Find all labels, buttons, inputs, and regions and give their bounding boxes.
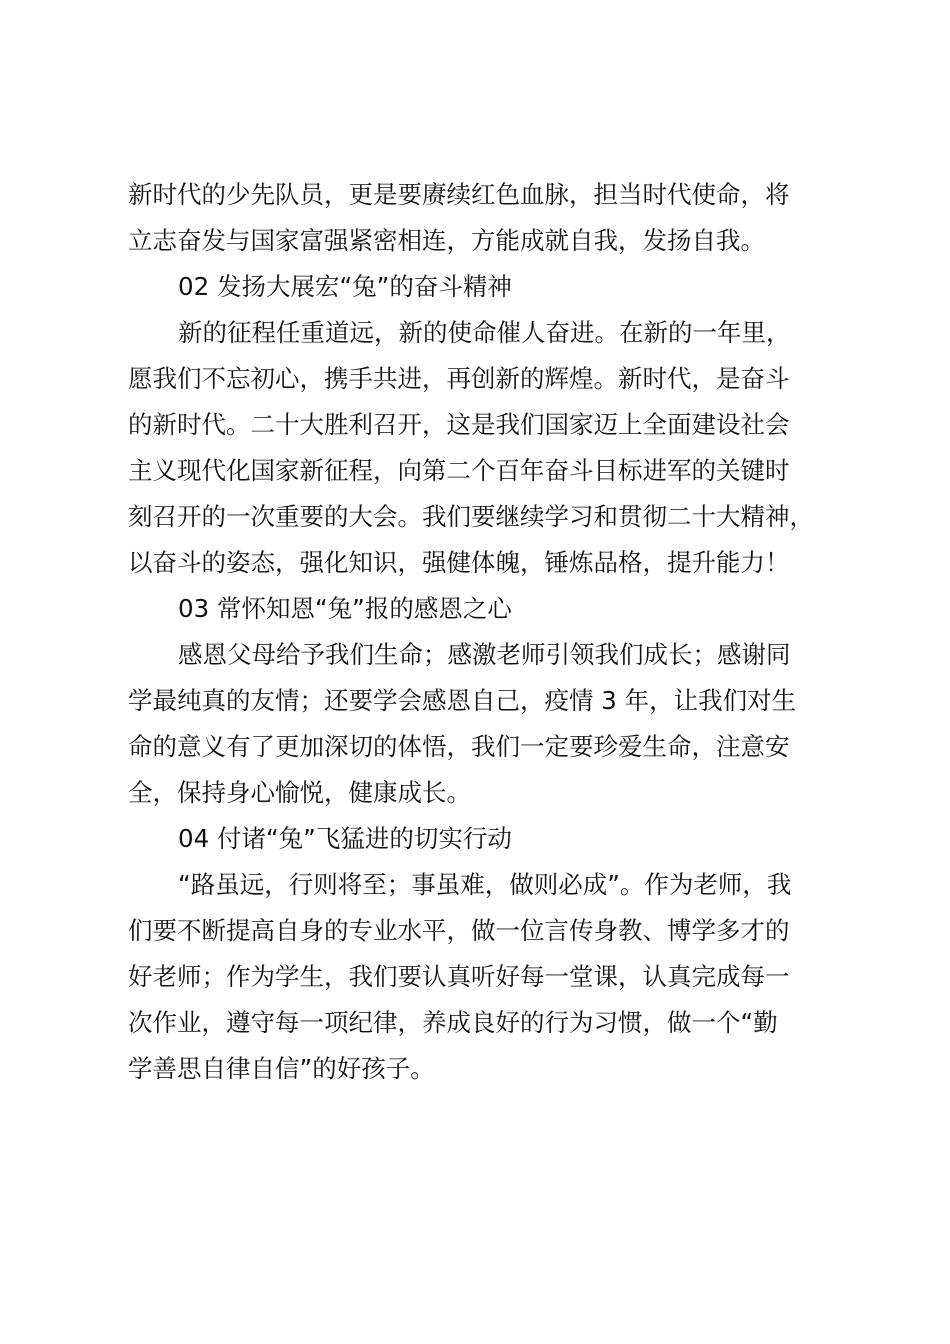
- text-line: 们要不断提高自身的专业水平，做一位言传身教、博学多才的: [128, 916, 790, 945]
- paragraph-start: 新的征程任重道远，新的使命催人奋进。在新的一年里，: [178, 318, 791, 347]
- section-heading-02: 02 发扬大展宏“兔”的奋斗精神: [178, 272, 512, 301]
- text-line: 学善思自律自信”的好孩子。: [128, 1054, 435, 1083]
- section-heading-04: 04 付诸“兔”飞猛进的切实行动: [178, 824, 512, 853]
- text-line: 立志奋发与国家富强紧密相连，方能成就自我，发扬自我。: [128, 226, 765, 255]
- text-line: 愿我们不忘初心，携手共进，再创新的辉煌。新时代，是奋斗: [128, 364, 790, 393]
- text-line: 新时代的少先队员，更是要赓续红色血脉，担当时代使命，将: [128, 180, 790, 209]
- text-line: 学最纯真的友情；还要学会感恩自己，疫情 3 年，让我们对生: [128, 686, 797, 715]
- text-line: 命的意义有了更加深切的体悟，我们一定要珍爱生命，注意安: [128, 732, 790, 761]
- text-line: 全，保持身心愉悦，健康成长。: [128, 778, 471, 807]
- paragraph-start: 感恩父母给予我们生命；感激老师引领我们成长；感谢同: [178, 640, 791, 669]
- text-line: 次作业，遵守每一项纪律，养成良好的行为习惯，做一个“勤: [128, 1008, 778, 1037]
- section-heading-03: 03 常怀知恩“兔”报的感恩之心: [178, 594, 512, 623]
- document-body: [128, 172, 840, 1092]
- text-line: 主义现代化国家新征程，向第二个百年奋斗目标进军的关键时: [128, 456, 790, 485]
- paragraph-start: “路虽远，行则将至；事虽难，做则必成”。作为老师，我: [178, 870, 792, 899]
- text-line: 以奋斗的姿态，强化知识，强健体魄，锤炼品格，提升能力！: [128, 548, 790, 577]
- text-line: 好老师；作为学生，我们要认真听好每一堂课，认真完成每一: [128, 962, 790, 991]
- text-line: 的新时代。二十大胜利召开，这是我们国家迈上全面建设社会: [128, 410, 790, 439]
- text-line: 刻召开的一次重要的大会。我们要继续学习和贯彻二十大精神，: [128, 502, 814, 531]
